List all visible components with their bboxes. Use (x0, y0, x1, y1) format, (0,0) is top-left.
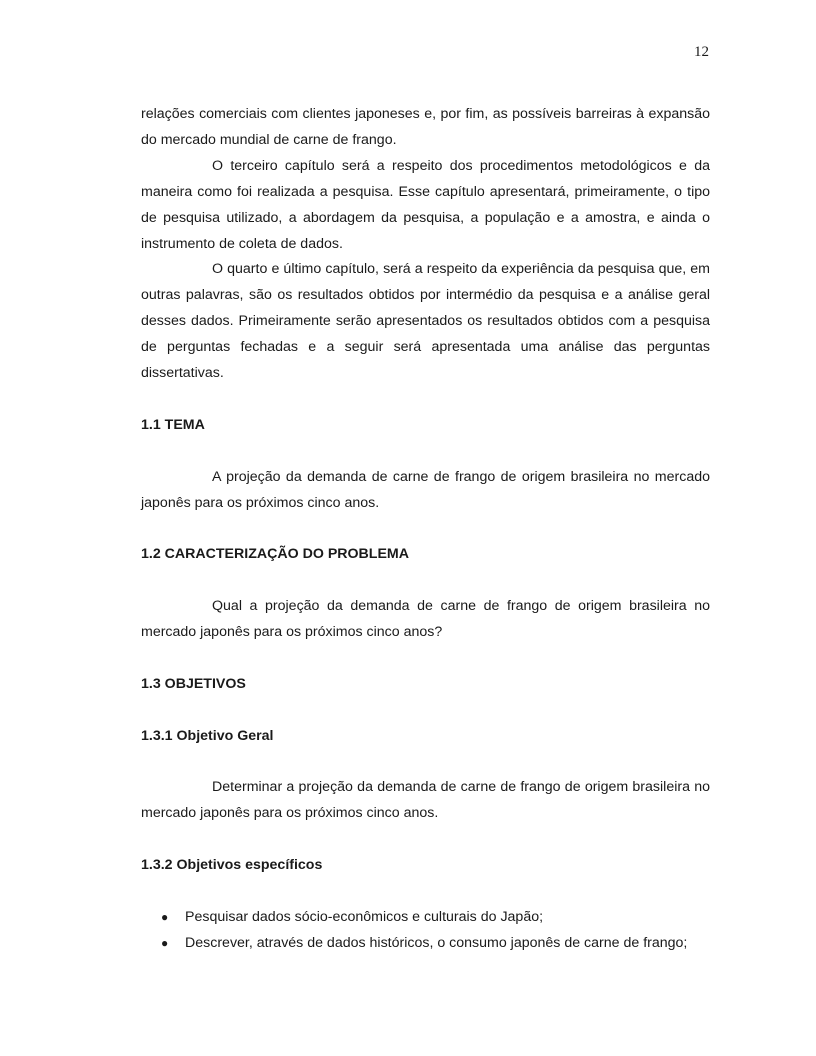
objetivo-geral-paragraph: Determinar a projeção da demanda de carne de frango de origem brasileira no mercado japonês para os próximos cinco anos. (141, 779, 710, 822)
tema-paragraph: A projeção da demanda de carne de frango de origem brasileira no mercado japonês para os próximos cinco anos. (141, 468, 710, 511)
intro-paragraph-1: relações comerciais com clientes japoneses e, por fim, as possíveis barreiras à expansão do mercado mundial de carne de frango. (141, 106, 710, 148)
objetivos-especificos-list (141, 905, 710, 957)
list-item (141, 931, 710, 957)
bullet-icon: ● (161, 935, 169, 950)
intro-paragraph-3: O quarto e último capítulo, será a respeito da experiência da pesquisa que, em outras palavras, são os resultados obtidos por intermédio da pesquisa e a análise geral desses dados. Primeiramente serão apresentados os resultados obtidos com a pesquisa de perguntas fechadas e a seguir será apresentada uma análise das perguntas dissertativas. (141, 261, 710, 382)
section-heading-problema: 1.2 CARACTERIZAÇÃO DO PROBLEMA (141, 546, 409, 563)
section-heading-tema: 1.1 TEMA (141, 416, 205, 433)
subsection-heading-objetivo-geral: 1.3.1 Objetivo Geral (141, 727, 274, 744)
list-item (141, 905, 710, 931)
list-item-text: Descrever, através de dados históricos, o consumo japonês de carne de frango; (185, 934, 688, 951)
subsection-heading-objetivos-especificos: 1.3.2 Objetivos específicos (141, 857, 323, 874)
bullet-icon: ● (161, 909, 169, 924)
section-heading-objetivos: 1.3 OBJETIVOS (141, 675, 246, 692)
list-item-text: Pesquisar dados sócio-econômicos e culturais do Japão; (185, 908, 544, 925)
intro-paragraph-2: O terceiro capítulo será a respeito dos procedimentos metodológicos e da maneira como foi realizada a pesquisa. Esse capítulo apresentará, primeiramente, o tipo de pesquisa utilizado, a abordagem da pesquisa, a população e a amostra, e ainda o instrumento de coleta de dados. (141, 157, 710, 252)
page-number: 12 (694, 44, 709, 60)
document-body (141, 102, 710, 957)
problema-paragraph: Qual a projeção da demanda de carne de frango de origem brasileira no mercado japonês para os próximos cinco anos? (141, 598, 710, 641)
